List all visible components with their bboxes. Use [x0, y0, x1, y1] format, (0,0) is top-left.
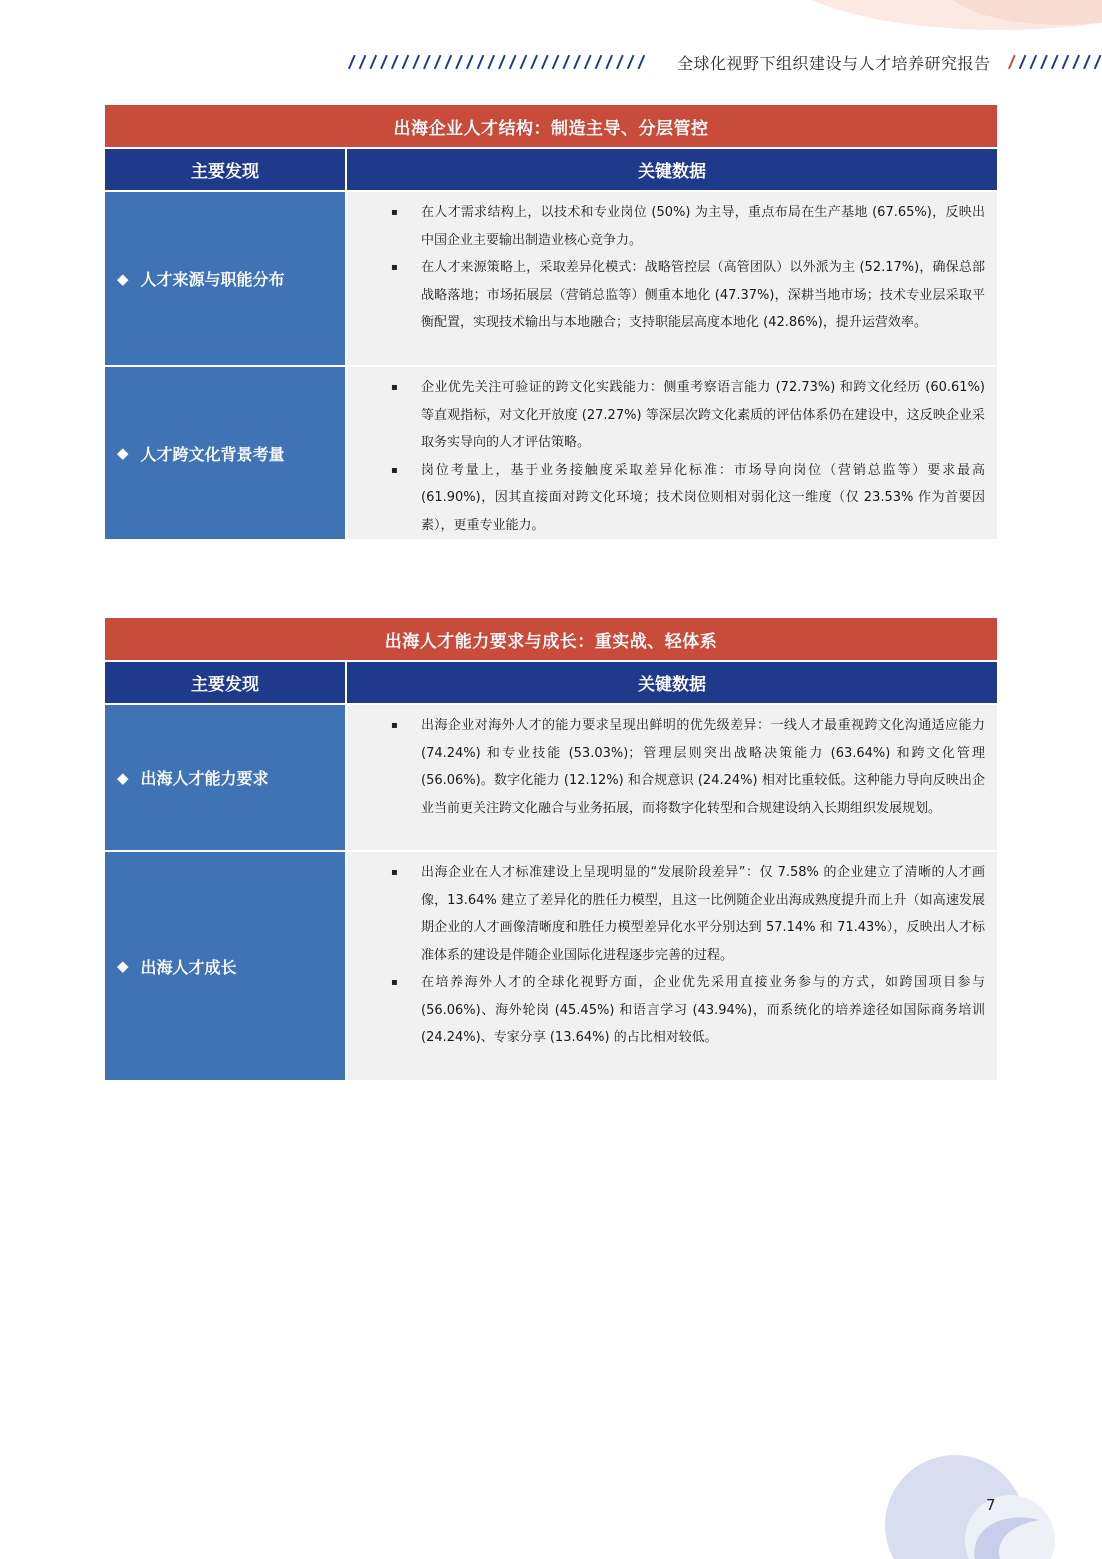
- finding-label-cell: [105, 852, 345, 1080]
- column-header-key-data: 关键数据: [347, 149, 997, 190]
- column-header-key-data: 关键数据: [347, 662, 997, 703]
- finding-label-cell: [105, 192, 345, 365]
- report-title: 全球化视野下组织建设与人才培养研究报告: [677, 53, 991, 73]
- diamond-icon: ◆: [117, 444, 129, 462]
- finding-label: 人才来源与职能分布: [140, 270, 285, 289]
- table-header: [105, 662, 997, 703]
- key-data-cell: [347, 852, 997, 1080]
- finding-label: 人才跨文化背景考量: [140, 444, 285, 464]
- table-header: [105, 149, 997, 190]
- list-item: ▪ 企业优先关注可验证的跨文化实践能力：侧重考察语言能力 (72.73%) 和跨文化经历 (60.61%) 等直观指标，对文化开放度 (27.27%) 等深层次跨文化素质的评估体系仍在建设中，这反映企业采取务实导向的人才评估策略。: [391, 374, 985, 457]
- finding-label: 出海人才能力要求: [140, 769, 269, 788]
- bottom-decoration: [860, 1440, 1102, 1559]
- finding-label: 出海人才成长: [140, 957, 237, 977]
- diamond-icon: ◆: [117, 768, 129, 787]
- list-item: ▪ 在人才来源策略上，采取差异化模式：战略管控层（高管团队）以外派为主 (52.17%)，确保总部战略落地；市场拓展层（营销总监等）侧重本地化 (47.37%)，深耕当地市场；技术专业层采取平衡配置，实现技术输出与本地融合；支持职能层高度本地化 (42.86%)，提升运营效率。: [391, 254, 985, 337]
- table-row: [105, 192, 997, 365]
- table-row: [105, 705, 997, 850]
- list-item: ▪ 在人才需求结构上，以技术和专业岗位 (50%) 为主导，重点布局在生产基地 (67.65%)，反映出中国企业主要输出制造业核心竞争力。: [391, 199, 985, 254]
- table-title: 出海企业人才结构：制造主导、分层管控: [105, 105, 997, 147]
- table-title: 出海人才能力要求与成长：重实战、轻体系: [105, 618, 997, 660]
- finding-label-cell: [105, 367, 345, 539]
- page-number: 7: [986, 1496, 996, 1514]
- header-stripes-right: [1005, 53, 1102, 71]
- column-header-findings: 主要发现: [105, 149, 345, 190]
- header-stripes-left: [345, 53, 655, 71]
- key-data-cell: [347, 192, 997, 365]
- findings-table-2: [105, 618, 997, 1080]
- list-item: ▪ 在培养海外人才的全球化视野方面，企业优先采用直接业务参与的方式，如跨国项目参与 (56.06%)、海外轮岗 (45.45%) 和语言学习 (43.94%)，而系统化的培养途径如国际商务培训 (24.24%)、专家分享 (13.64%) 的占比相对较低。: [391, 969, 985, 1052]
- column-header-findings: 主要发现: [105, 662, 345, 703]
- table-row: [105, 852, 997, 1080]
- diamond-icon: ◆: [117, 957, 129, 975]
- finding-label-cell: [105, 705, 345, 850]
- list-item: ▪ 出海企业在人才标准建设上呈现明显的“发展阶段差异”：仅 7.58% 的企业建立了清晰的人才画像，13.64% 建立了差异化的胜任力模型，且这一比例随企业出海成熟度提升而上升（如高速发展期企业的人才画像清晰度和胜任力模型差异化水平分别达到 57.14% 和 71.43%），反映出人才标准体系的建设是伴随企业国际化进程逐步完善的过程。: [391, 859, 985, 969]
- key-data-cell: [347, 367, 997, 539]
- key-data-cell: [347, 705, 997, 850]
- list-item: ▪ 岗位考量上，基于业务接触度采取差异化标准：市场导向岗位（营销总监等）要求最高 (61.90%)，因其直接面对跨文化环境；技术岗位则相对弱化这一维度（仅 23.53% 作为首要因素），更重专业能力。: [391, 457, 985, 540]
- table-row: [105, 367, 997, 539]
- findings-table-1: [105, 105, 997, 539]
- diamond-icon: ◆: [117, 269, 129, 288]
- list-item: ▪ 出海企业对海外人才的能力要求呈现出鲜明的优先级差异：一线人才最重视跨文化沟通适应能力 (74.24%) 和专业技能 (53.03%)；管理层则突出战略决策能力 (63.64%) 和跨文化管理 (56.06%)。数字化能力 (12.12%) 和合规意识 (24.24%) 相对比重较低。这种能力导向反映出企业当前更关注跨文化融合与业务拓展，而将数字化转型和合规建设纳入长期组织发展规划。: [391, 712, 985, 822]
- page-header: [345, 48, 1102, 76]
